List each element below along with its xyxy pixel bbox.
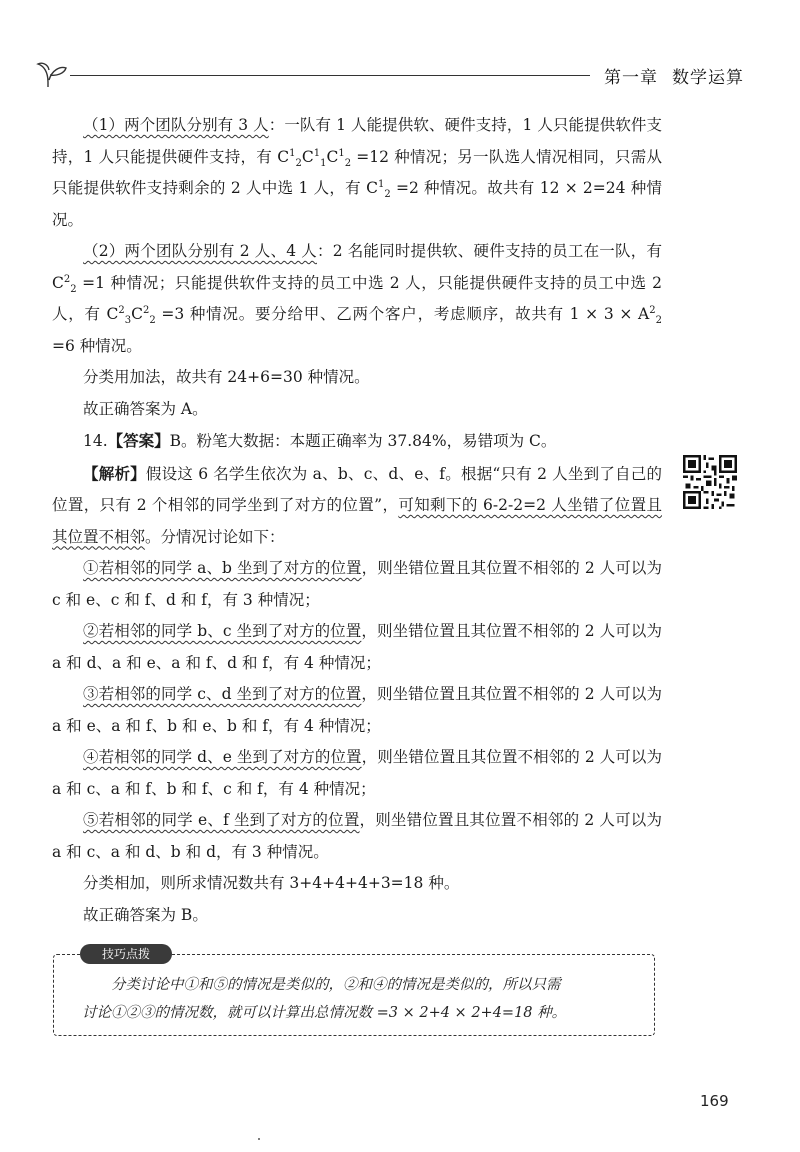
tip-text xyxy=(82,971,642,1027)
tip-line-2: 讨论①②③的情况数，就可以计算出总情况数 =3 × 2+4 × 2+4=18 种。 xyxy=(82,1005,567,1021)
answer-label: 【答案】 xyxy=(107,431,170,450)
tip-line-1: 分类讨论中①和⑤的情况是类似的，②和④的情况是类似的，所以只需 xyxy=(111,977,561,993)
sprout-icon xyxy=(36,58,72,88)
case-1-lead: （1）两个团队分别有 3 人 xyxy=(83,116,269,134)
case-2-lead: （2）两个团队分别有 2 人、4 人 xyxy=(83,242,317,260)
chapter-name: 数学运算 xyxy=(672,68,744,88)
qr-code-icon[interactable] xyxy=(683,455,737,509)
running-header xyxy=(36,58,746,88)
case-item: ④若相邻的同学 d、e 坐到了对方的位置，则坐错位置且其位置不相邻的 2 人可以为 a 和 c、a 和 f、b 和 f、c 和 f，有 4 种情况； xyxy=(52,748,663,798)
chapter-title xyxy=(604,63,744,88)
explanation-label: 【解析】 xyxy=(83,463,146,483)
answer-a: 故正确答案为 A。 xyxy=(83,399,208,418)
question-14-explanation: 【解析】假设这 6 名学生依次为 a、b、c、d、e、f。根据“只有 2 人坐到了自己的位置，只有 2 个相邻的同学坐到了对方的位置”，可知剩下的 6-2-2=2 人坐错了位置且其位置不相邻。分情况讨论如下： xyxy=(52,463,662,546)
summary-total: 分类相加，则所求情况数共有 3+4+4+4+3=18 种。 xyxy=(83,874,460,892)
summary-addition: 分类用加法，故共有 24+6=30 种情况。 xyxy=(83,368,370,386)
tip-badge: 技巧点拨 xyxy=(80,944,172,964)
tip-box xyxy=(53,947,655,1036)
print-speck xyxy=(258,1138,260,1140)
chapter-number: 第一章 xyxy=(604,68,658,88)
case-item: ①若相邻的同学 a、b 坐到了对方的位置，则坐错位置且其位置不相邻的 2 人可以为 c 和 e、c 和 f、d 和 f，有 3 种情况； xyxy=(52,559,662,609)
case-item: ⑤若相邻的同学 e、f 坐到了对方的位置，则坐错位置且其位置不相邻的 2 人可以为 a 和 c、a 和 d、b 和 d，有 3 种情况。 xyxy=(52,811,663,861)
case-item: ③若相邻的同学 c、d 坐到了对方的位置，则坐错位置且其位置不相邻的 2 人可以为 a 和 e、a 和 f、b 和 e、b 和 f，有 4 种情况； xyxy=(52,685,662,735)
page-number: 169 xyxy=(700,1092,729,1110)
page-body xyxy=(52,110,662,931)
key-inference: 可知剩下的 6-2-2=2 人坐错了位置且其位置不相邻 xyxy=(52,496,662,546)
question-14-answer: 14.【答案】B。粉笔大数据：本题正确率为 37.84%，易错项为 C。 xyxy=(83,431,557,450)
paragraph-case-1: （1）两个团队分别有 3 人：一队有 1 人能提供软、硬件支持，1 人只能提供软件支持，1 人只能提供硬件支持，有 $C^1_2C^1_1C^1_2 =12$ 种情况；另一队选人情况相同，只需从只能提供软件支持剩余的 2 人中选 1 人，有 $C^1_2 =2$ 种情况。故共有 12 × 2=24 种情况。 xyxy=(52,116,662,229)
header-rule xyxy=(70,75,590,76)
case-item: ②若相邻的同学 b、c 坐到了对方的位置，则坐错位置且其位置不相邻的 2 人可以为 a 和 d、a 和 e、a 和 f、d 和 f，有 4 种情况； xyxy=(52,622,662,672)
paragraph-case-2: （2）两个团队分别有 2 人、4 人：2 名能同时提供软、硬件支持的员工在一队，有 $C^2_2 =1$ 种情况；只能提供软件支持的员工中选 2 人，只能提供硬件支持的员工中选 2 人，有 $C^2_3C^2_2 =3$ 种情况。要分给甲、乙两个客户，考虑顺序，故共有 $1 \times 3 \times A^2_2 =6$ 种情况。 xyxy=(52,242,662,355)
answer-b: 故正确答案为 B。 xyxy=(83,905,208,924)
